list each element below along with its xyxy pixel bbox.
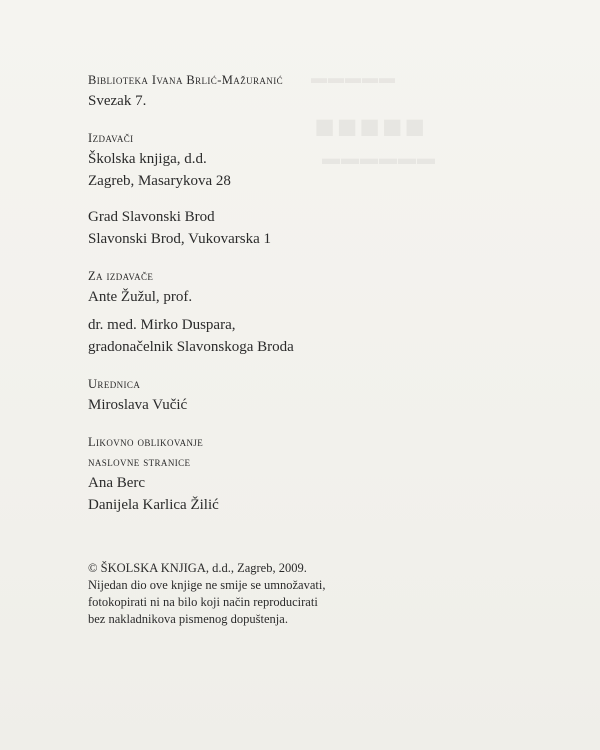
- rights-line-1: Nijedan dio ove knjige ne smije se umnožavati,: [88, 578, 326, 592]
- imprint-content: [88, 70, 548, 628]
- for-publisher-1: Ante Žužul, prof.: [88, 289, 193, 305]
- show-through-mark-2: ■■■■■: [312, 108, 425, 146]
- for-publishers-block: [88, 266, 548, 358]
- series-block: [88, 70, 548, 112]
- show-through-mark-3: ▬▬▬▬▬▬: [321, 148, 435, 168]
- design-block: [88, 432, 548, 516]
- editor-block: [88, 374, 548, 416]
- editor-heading: Urednica: [88, 377, 141, 391]
- rights-line-2: fotokopirati ni na bilo koji način reproducirati: [88, 595, 318, 609]
- for-publisher-2: dr. med. Mirko Duspara,: [88, 317, 236, 333]
- volume-number: Svezak 7.: [88, 93, 147, 109]
- designer-1: Ana Berc: [88, 475, 146, 491]
- publisher-1-name: Školska knjiga, d.d.: [88, 151, 207, 167]
- for-publishers-heading: Za izdavače: [88, 269, 154, 283]
- design-heading-line-1: Likovno oblikovanje: [88, 435, 204, 449]
- design-heading-line-2: naslovne stranice: [88, 455, 191, 469]
- publishers-block: [88, 128, 548, 250]
- publisher-1-address: Zagreb, Masarykova 28: [88, 173, 231, 189]
- rights-line-3: bez nakladnikova pismenog dopuštenja.: [88, 612, 288, 626]
- show-through-mark-1: ▬▬▬▬▬: [310, 70, 395, 87]
- copyright-line: © ŠKOLSKA KNJIGA, d.d., Zagreb, 2009.: [88, 561, 307, 575]
- copyright-block: [88, 560, 548, 628]
- publishers-heading: Izdavači: [88, 131, 134, 145]
- publisher-2-name: Grad Slavonski Brod: [88, 209, 215, 225]
- series-heading: Biblioteka Ivana Brlić-Mažuranić: [88, 73, 283, 87]
- designer-2: Danijela Karlica Žilić: [88, 497, 219, 513]
- for-publisher-2-title: gradonačelnik Slavonskoga Broda: [88, 339, 294, 355]
- editor-name: Miroslava Vučić: [88, 397, 188, 413]
- publisher-2-address: Slavonski Brod, Vukovarska 1: [88, 231, 271, 247]
